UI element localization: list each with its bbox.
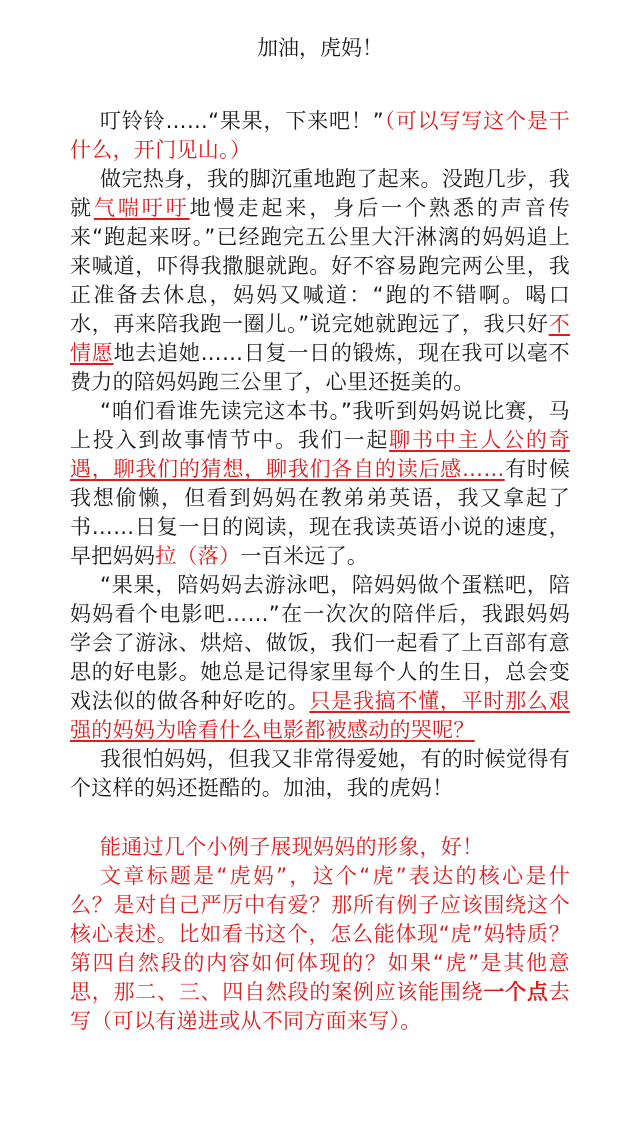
highlight-qichuanxuxu: 气喘吁吁 [93,196,190,220]
essay-title: 加油，虎妈！ [257,36,383,60]
paragraph-2-text-c: 地慢走起来，身后一个熟悉的声音传来“跑起来呀。”已经跑完五公里大汗淋漓的妈妈追上来喊道，吓得我撒腿就跑。好不容易跑完两公里，我正准备去休息，妈妈又喊道：“跑的不错啊。喝口水，再来陪我跑一圈儿。”说完她就跑远了，我只好 [70,196,570,336]
comment-text-a: 文章标题是“虎妈”，这个“虎”表达的核心是什么？是对自己严厉中有爱？那所有例子应该围绕这个核心表述。比如看书这个，怎么能体现“虎”妈特质？第四自然段的内容如何体现的？如果“虎”是其他意思，那二、三、四自然段的案例应该能围绕 [70,864,570,1004]
paragraph-3 [70,397,570,571]
paragraph-4 [70,571,570,745]
paragraph-3-text-e: 一百米远了。 [240,544,369,568]
highlight-reading-discussion: 聊书中主人公的奇遇，聊我们的猜想，聊我们各自的读后感…… [70,428,571,481]
highlight-buqingyuan: 不情愿 [70,312,570,365]
essay-body [70,107,570,1036]
comment-line-1: 能通过几个小例子展现妈妈的形象，好！ [100,835,484,859]
paragraph-3-text-c: 有时候我想偷懒，但看到妈妈在教弟弟英语，我又拿起了书……日复一日的阅读，现在我读英语小说的速度，早把妈妈 [70,457,570,568]
annotation-1: （可以写写这个是干什么，开门见山。） [70,109,570,162]
comment-text-c: 去写（可以有递进或从不同方面来写）。 [70,980,570,1033]
paragraph-2-text-a: 做完热身，我的脚沉重地跑了起来。没跑几步，我就 [70,167,570,220]
comment-emphasis: 一个点 [483,980,549,1004]
paragraph-3-text-a: “咱们看谁先读完这本书。”我听到妈妈说比赛，马上投入到故事情节中。我们一起 [70,399,570,452]
comment-line-2 [70,862,570,1036]
highlight-mom-crying: 只是我搞不懂，平时那么艰强的妈妈为啥看什么电影都被感动的哭呢？ [70,689,570,742]
paragraph-5-text: 我很怕妈妈，但我又非常得爱她，有的时候觉得有个这样的妈还挺酷的。加油，我的虎妈！ [70,747,570,800]
correction-la-luo: 拉（落） [155,544,241,568]
paragraph-2-text-e: 地去追她……日复一日的锻炼，现在我可以毫不费力的陪妈妈跑三公里了，心里还挺美的。 [70,341,570,394]
paragraph-1-text: 叮铃铃……“果果，下来吧！” [100,109,384,133]
paragraph-2 [70,165,570,397]
paragraph-4-text-a: “果果，陪妈妈去游泳吧，陪妈妈做个蛋糕吧，陪妈妈看个电影吧……”在一次次的陪伴后，我跟妈妈学会了游泳、烘焙、做饭，我们一起看了上百部有意思的好电影。她总是记得家里每个人的生日，总会变戏法似的做各种好吃的。 [70,573,570,713]
paragraph-5 [70,745,570,803]
paragraph-1 [70,107,570,165]
teacher-comment [70,833,570,1036]
